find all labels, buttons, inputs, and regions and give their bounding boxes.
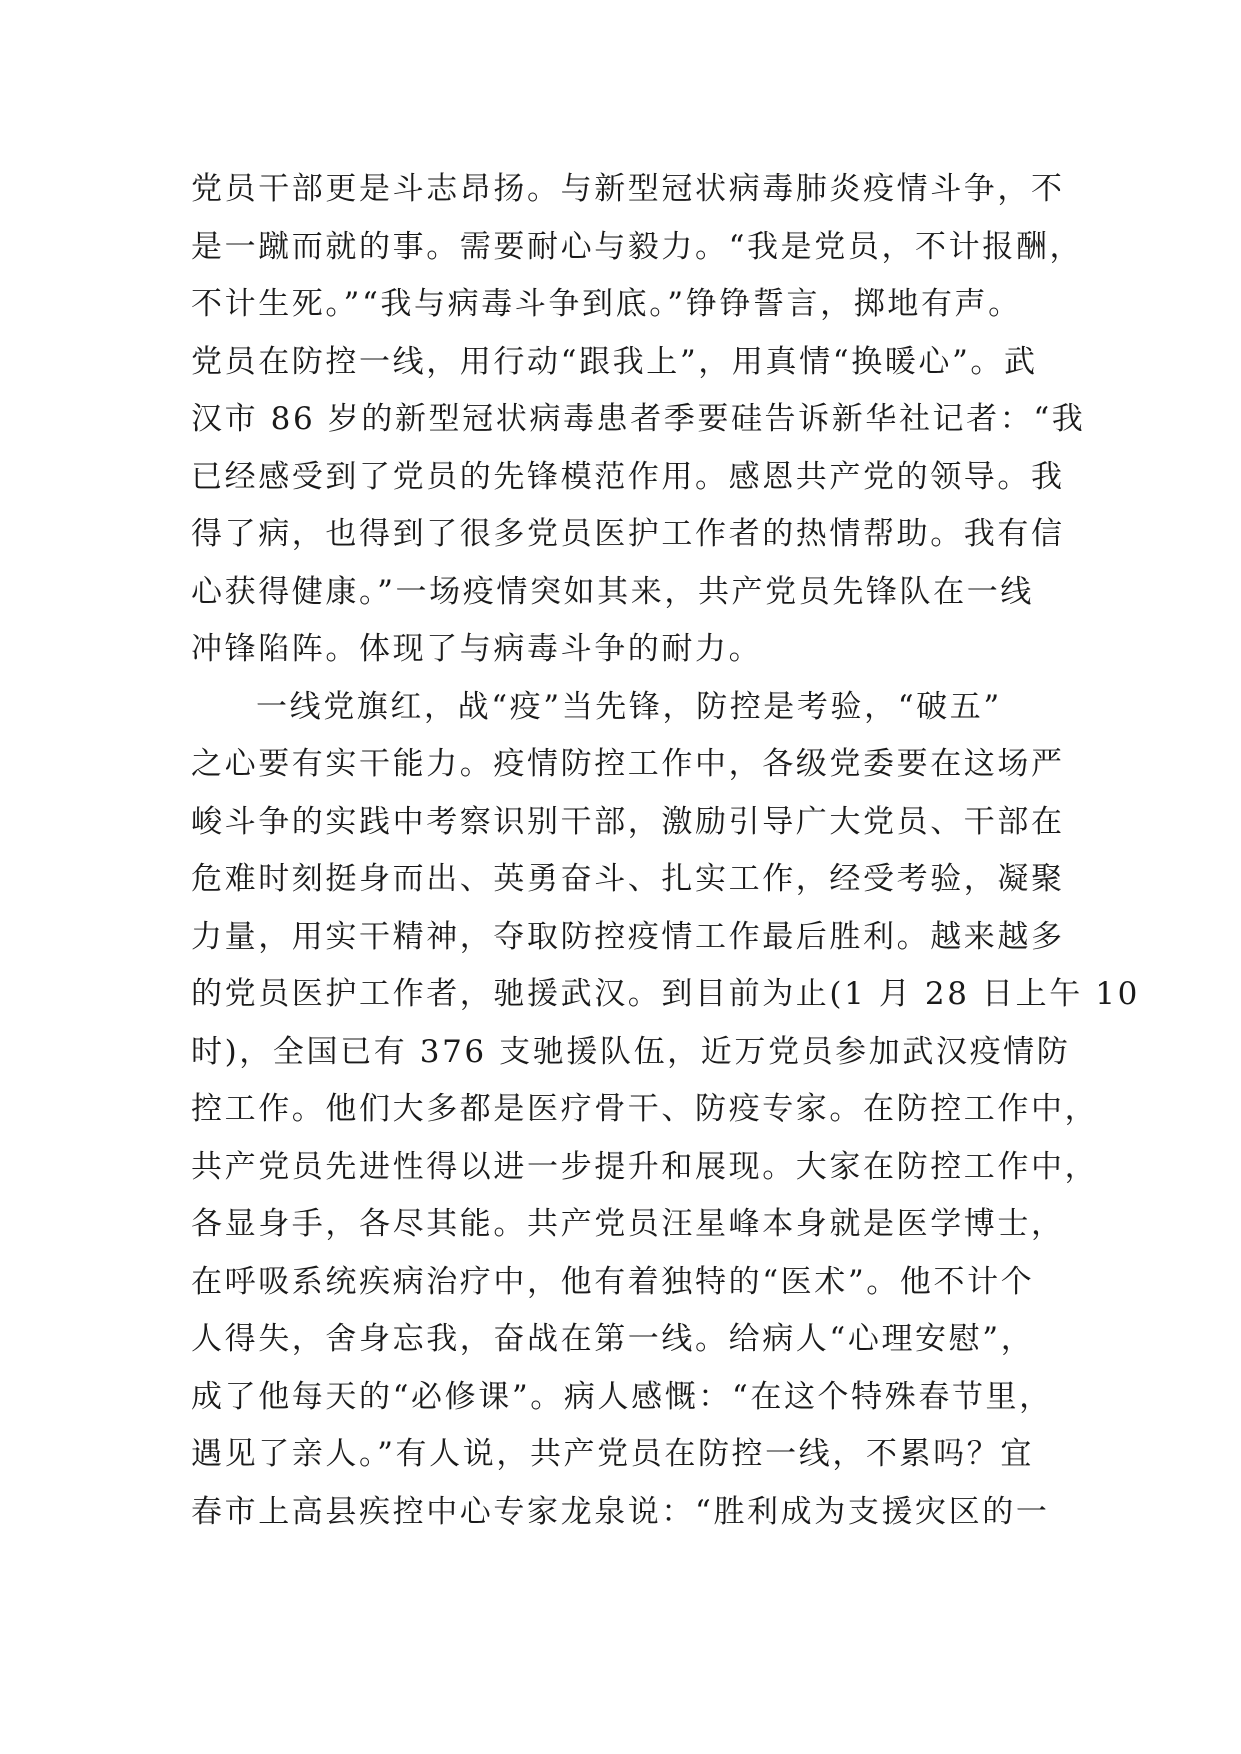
text-line: 春市上高县疾控中心专家龙泉说：“胜利成为支援灾区的一 [191, 1493, 1050, 1530]
text-line: 控工作。他们大多都是医疗骨干、防疫专家。在防控工作中， [191, 1091, 1099, 1127]
text-line: 不计生死。”“我与病毒斗争到底。”铮铮誓言，掷地有声。 [191, 286, 1022, 322]
text-line: 人得失，舍身忘我，奋战在第一线。给病人“心理安慰”， [191, 1321, 1035, 1357]
text-line: 时)，全国已有 376 支驰援队伍，近万党员参加武汉疫情防 [191, 1033, 1071, 1070]
text-line: 危难时刻挺身而出、英勇奋斗、扎实工作，经受考验，凝聚 [191, 861, 1065, 897]
text-line: 成了他每天的“必修课”。病人感慨：“在这个特殊春节里， [191, 1378, 1053, 1415]
text-line: 党员干部更是斗志昂扬。与新型冠状病毒肺炎疫情斗争，不 [191, 171, 1065, 207]
body-text [191, 161, 1140, 1541]
text-line: 之心要有实干能力。疫情防控工作中，各级党委要在这场严 [191, 746, 1065, 782]
text-line: 已经感受到了党员的先锋模范作用。感恩共产党的领导。我 [191, 458, 1065, 495]
text-line: 共产党员先进性得以进一步提升和展现。大家在防控工作中， [191, 1148, 1099, 1185]
text-line: 心获得健康。”一场疫情突如其来，共产党员先锋队在一线 [191, 573, 1034, 610]
paragraph-start-line: 一线党旗红，战“疫”当先锋，防控是考验，“破五” [256, 688, 1002, 725]
text-line: 的党员医护工作者，驰援武汉。到目前为止(1 月 28 日上午 10 [191, 976, 1140, 1012]
text-line: 遇见了亲人。”有人说，共产党员在防控一线，不累吗？宜 [191, 1436, 1034, 1472]
text-line: 是一蹴而就的事。需要耐心与毅力。“我是党员，不计报酬， [191, 228, 1084, 265]
text-line: 峻斗争的实践中考察识别干部，激励引导广大党员、干部在 [191, 803, 1065, 840]
text-line: 汉市 86 岁的新型冠状病毒患者季要硅告诉新华社记者：“我 [191, 401, 1086, 437]
text-line: 党员在防控一线，用行动“跟我上”，用真情“换暖心”。武 [191, 343, 1038, 380]
text-line: 各显身手，各尽其能。共产党员汪星峰本身就是医学博士， [191, 1206, 1065, 1242]
text-line: 力量，用实干精神，夺取防控疫情工作最后胜利。越来越多 [191, 918, 1065, 955]
text-line: 在呼吸系统疾病治疗中，他有着独特的“医术”。他不计个 [191, 1263, 1035, 1300]
text-line: 冲锋陷阵。体现了与病毒斗争的耐力。 [191, 631, 763, 667]
text-line: 得了病，也得到了很多党员医护工作者的热情帮助。我有信 [191, 516, 1065, 552]
